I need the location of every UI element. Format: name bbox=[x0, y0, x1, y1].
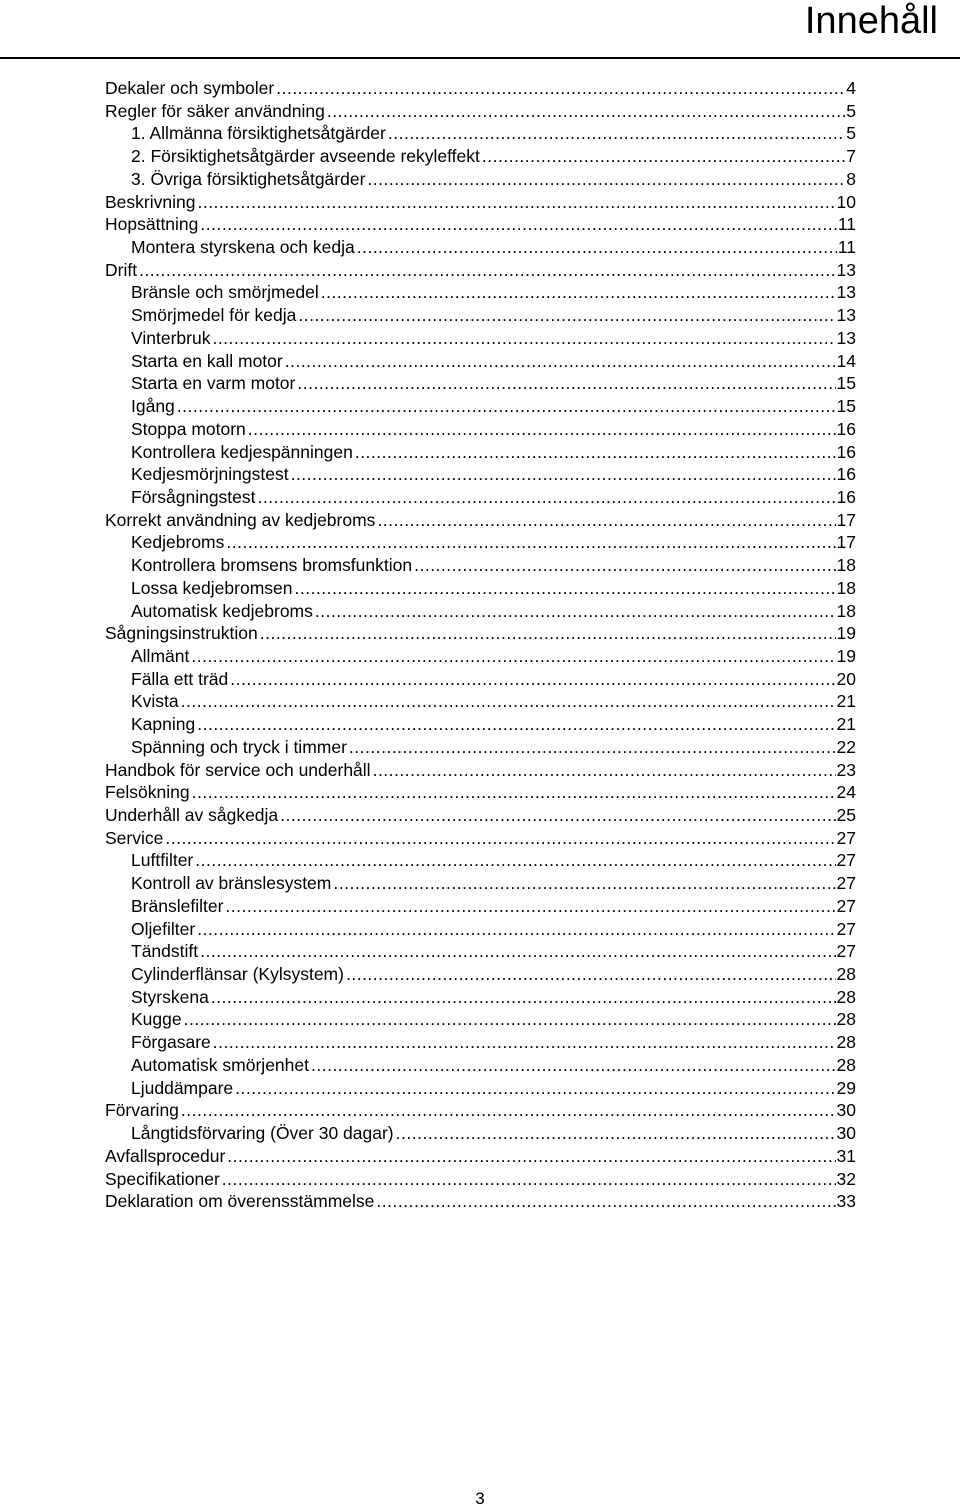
toc-entry-label: Stoppa motorn bbox=[131, 418, 246, 439]
toc-entry-page: 27 bbox=[836, 873, 856, 894]
toc-dot-leader bbox=[222, 1168, 836, 1191]
toc-entry-label: Förvaring bbox=[105, 1100, 179, 1121]
toc-entry[interactable] bbox=[105, 236, 856, 259]
toc-dot-leader bbox=[213, 1031, 836, 1054]
toc-entry[interactable] bbox=[105, 213, 856, 236]
toc-entry-label: Oljefilter bbox=[131, 918, 196, 939]
toc-dot-leader bbox=[192, 781, 836, 804]
toc-entry-label: Automatisk smörjenhet bbox=[131, 1054, 309, 1075]
toc-dot-leader bbox=[388, 122, 845, 145]
title-divider bbox=[0, 57, 960, 59]
toc-entry[interactable] bbox=[105, 441, 856, 464]
toc-entry[interactable] bbox=[105, 986, 856, 1009]
toc-entry-label: Deklaration om överensstämmelse bbox=[105, 1191, 375, 1212]
toc-entry-label: Smörjmedel för kedja bbox=[131, 305, 297, 326]
toc-entry-label: Lossa kedjebromsen bbox=[131, 577, 293, 598]
toc-entry-page: 20 bbox=[836, 668, 856, 689]
toc-entry-label: Specifikationer bbox=[105, 1168, 220, 1189]
toc-entry[interactable] bbox=[105, 191, 856, 214]
toc-entry[interactable] bbox=[105, 645, 856, 668]
toc-dot-leader bbox=[285, 350, 836, 373]
toc-entry-label: Bränsle och smörjmedel bbox=[131, 282, 319, 303]
toc-entry[interactable] bbox=[105, 600, 856, 623]
toc-dot-leader bbox=[367, 168, 845, 191]
toc-entry[interactable] bbox=[105, 918, 856, 941]
toc-entry-page: 23 bbox=[836, 759, 856, 780]
toc-entry-page: 21 bbox=[836, 691, 856, 712]
toc-entry[interactable] bbox=[105, 827, 856, 850]
toc-entry-label: Regler för säker användning bbox=[105, 100, 325, 121]
toc-entry[interactable] bbox=[105, 1077, 856, 1100]
toc-dot-leader bbox=[139, 259, 835, 282]
toc-dot-leader bbox=[355, 441, 836, 464]
toc-dot-leader bbox=[248, 418, 836, 441]
toc-entry-label: Drift bbox=[105, 259, 138, 280]
toc-entry-page: 16 bbox=[836, 441, 856, 462]
toc-entry-page: 27 bbox=[836, 827, 856, 848]
toc-entry-label: Handbok för service och underhåll bbox=[105, 759, 371, 780]
toc-entry[interactable] bbox=[105, 509, 856, 532]
toc-entry[interactable] bbox=[105, 963, 856, 986]
toc-entry[interactable] bbox=[105, 940, 856, 963]
toc-entry-page: 16 bbox=[836, 486, 856, 507]
toc-entry-page: 11 bbox=[837, 237, 856, 258]
toc-entry-page: 19 bbox=[836, 645, 856, 666]
toc-entry[interactable] bbox=[105, 122, 856, 145]
toc-dot-leader bbox=[373, 759, 836, 782]
toc-dot-leader bbox=[349, 736, 836, 759]
toc-entry-label: Vinterbruk bbox=[131, 327, 211, 348]
toc-entry[interactable] bbox=[105, 372, 856, 395]
toc-dot-leader bbox=[377, 509, 835, 532]
toc-entry-page: 32 bbox=[836, 1168, 856, 1189]
toc-entry-page: 21 bbox=[836, 714, 856, 735]
toc-entry-page: 13 bbox=[836, 259, 856, 280]
toc-entry-page: 25 bbox=[836, 805, 856, 825]
toc-dot-leader bbox=[200, 213, 836, 236]
toc-entry[interactable] bbox=[105, 1145, 856, 1168]
toc-entry[interactable] bbox=[105, 304, 856, 327]
toc-dot-leader bbox=[294, 577, 835, 600]
toc-entry-label: Kedjebroms bbox=[131, 532, 225, 553]
toc-entry[interactable] bbox=[105, 1008, 856, 1031]
toc-entry-page: 30 bbox=[836, 1100, 856, 1121]
toc-entry-label: Underhåll av sågkedja bbox=[105, 805, 279, 825]
toc-dot-leader bbox=[226, 531, 835, 554]
toc-dot-leader bbox=[346, 963, 836, 986]
toc-entry-page: 8 bbox=[846, 168, 856, 189]
toc-entry-page: 28 bbox=[836, 1009, 856, 1030]
toc-entry-page: 15 bbox=[836, 373, 856, 394]
toc-entry-page: 5 bbox=[846, 123, 856, 144]
toc-entry-label: 3. Övriga försiktighetsåtgärder bbox=[131, 168, 366, 189]
toc-entry-label: Starta en varm motor bbox=[131, 373, 296, 394]
toc-entry-label: Dekaler och symboler bbox=[105, 78, 275, 98]
toc-dot-leader bbox=[230, 668, 835, 691]
toc-dot-leader bbox=[197, 713, 835, 736]
toc-entry[interactable] bbox=[105, 531, 856, 554]
toc-entry-page: 19 bbox=[836, 623, 856, 644]
toc-entry[interactable] bbox=[105, 100, 856, 123]
toc-dot-leader bbox=[227, 1145, 835, 1168]
toc-entry-page: 33 bbox=[836, 1191, 856, 1212]
toc-entry-page: 27 bbox=[836, 941, 856, 962]
toc-entry[interactable] bbox=[105, 418, 856, 441]
toc-dot-leader bbox=[177, 395, 836, 418]
toc-dot-leader bbox=[482, 145, 845, 168]
toc-entry-label: 1. Allmänna försiktighetsåtgärder bbox=[131, 123, 386, 144]
toc-dot-leader bbox=[327, 100, 845, 123]
toc-entry-label: Service bbox=[105, 827, 164, 848]
toc-dot-leader bbox=[197, 191, 835, 214]
toc-entry-label: Långtidsförvaring (Över 30 dagar) bbox=[131, 1123, 394, 1144]
toc-entry-page: 27 bbox=[836, 850, 856, 871]
toc-entry[interactable] bbox=[105, 486, 856, 509]
toc-entry-label: Korrekt användning av kedjebroms bbox=[105, 509, 376, 530]
toc-entry-label: Felsökning bbox=[105, 782, 190, 803]
toc-dot-leader bbox=[165, 827, 835, 850]
toc-entry-page: 17 bbox=[836, 532, 856, 553]
toc-entry-label: Spänning och tryck i timmer bbox=[131, 736, 347, 757]
toc-dot-leader bbox=[396, 1122, 836, 1145]
toc-entry[interactable] bbox=[105, 622, 856, 645]
toc-entry-page: 30 bbox=[836, 1123, 856, 1144]
toc-entry-label: Bränslefilter bbox=[131, 895, 224, 916]
toc-dot-leader bbox=[200, 940, 835, 963]
toc-entry[interactable] bbox=[105, 327, 856, 350]
toc-entry-page: 16 bbox=[836, 464, 856, 485]
toc-dot-leader bbox=[315, 600, 836, 623]
toc-entry[interactable] bbox=[105, 554, 856, 577]
toc-dot-leader bbox=[211, 986, 836, 1009]
toc-dot-leader bbox=[258, 486, 836, 509]
toc-entry-label: Automatisk kedjebroms bbox=[131, 600, 313, 621]
toc-entry-page: 16 bbox=[836, 418, 856, 439]
toc-entry-page: 18 bbox=[836, 555, 856, 576]
toc-entry[interactable] bbox=[105, 895, 856, 918]
toc-entry[interactable] bbox=[105, 577, 856, 600]
toc-dot-leader bbox=[276, 77, 845, 100]
toc-entry[interactable] bbox=[105, 1122, 856, 1145]
toc-dot-leader bbox=[195, 849, 835, 872]
toc-dot-leader bbox=[333, 872, 835, 895]
page-number: 3 bbox=[475, 1489, 485, 1508]
toc-dot-leader bbox=[184, 1008, 836, 1031]
toc-entry-label: Kontroll av bränslesystem bbox=[131, 873, 332, 894]
toc-entry-label: Sågningsinstruktion bbox=[105, 623, 258, 644]
toc-entry-label: Cylinderflänsar (Kylsystem) bbox=[131, 964, 344, 985]
toc-entry[interactable] bbox=[105, 668, 856, 691]
toc-entry-label: Ljuddämpare bbox=[131, 1077, 234, 1098]
toc-entry-page: 7 bbox=[846, 146, 856, 167]
toc-entry-page: 13 bbox=[836, 305, 856, 326]
toc-entry-label: Kedjesmörjningstest bbox=[131, 464, 289, 485]
toc-entry[interactable] bbox=[105, 872, 856, 895]
toc-entry-page: 29 bbox=[836, 1077, 856, 1098]
toc-entry-page: 28 bbox=[836, 1054, 856, 1075]
page-title: Innehåll bbox=[804, 0, 938, 42]
toc-dot-leader bbox=[191, 645, 835, 668]
toc-dot-leader bbox=[235, 1077, 835, 1100]
toc-entry-label: Luftfilter bbox=[131, 850, 194, 871]
toc-entry[interactable] bbox=[105, 350, 856, 373]
toc-entry-page: 13 bbox=[836, 282, 856, 303]
toc-dot-leader bbox=[376, 1190, 835, 1213]
toc-dot-leader bbox=[212, 327, 835, 350]
toc-entry-label: Avfallsprocedur bbox=[105, 1145, 226, 1166]
toc-entry[interactable] bbox=[105, 281, 856, 304]
toc-entry-label: 2. Försiktighetsåtgärder avseende rekyleffekt bbox=[131, 146, 480, 167]
toc-entry[interactable] bbox=[105, 168, 856, 191]
toc-dot-leader bbox=[181, 1099, 836, 1122]
toc-entry-page: 10 bbox=[836, 191, 856, 212]
toc-entry-page: 13 bbox=[836, 327, 856, 348]
toc-dot-leader bbox=[225, 895, 835, 918]
toc-entry-page: 5 bbox=[846, 100, 856, 121]
toc-entry[interactable] bbox=[105, 145, 856, 168]
toc-entry-page: 28 bbox=[836, 986, 856, 1007]
toc-dot-leader bbox=[197, 918, 835, 941]
toc-entry[interactable] bbox=[105, 713, 856, 736]
toc-dot-leader bbox=[311, 1054, 836, 1077]
toc-entry[interactable] bbox=[105, 463, 856, 486]
toc-entry[interactable] bbox=[105, 77, 856, 100]
toc-entry-label: Igång bbox=[131, 396, 175, 417]
toc-entry-label: Förgasare bbox=[131, 1032, 211, 1053]
toc-entry[interactable] bbox=[105, 1168, 856, 1191]
toc-dot-leader bbox=[291, 463, 836, 486]
toc-entry-page: 17 bbox=[836, 509, 856, 530]
toc-entry-label: Tändstift bbox=[131, 941, 199, 962]
toc-entry-label: Försågningstest bbox=[131, 486, 256, 507]
toc-dot-leader bbox=[181, 690, 836, 713]
toc-entry-page: 28 bbox=[836, 1032, 856, 1053]
toc-entry[interactable] bbox=[105, 736, 856, 759]
toc-entry-page: 31 bbox=[836, 1145, 856, 1166]
toc-entry-page: 4 bbox=[846, 78, 856, 98]
table-of-contents bbox=[105, 77, 856, 1213]
toc-entry-label: Fälla ett träd bbox=[131, 668, 229, 689]
toc-entry[interactable] bbox=[105, 690, 856, 713]
toc-entry-label: Kontrollera bromsens bromsfunktion bbox=[131, 555, 413, 576]
toc-entry-page: 28 bbox=[836, 964, 856, 985]
toc-entry-page: 15 bbox=[836, 396, 856, 417]
toc-entry[interactable] bbox=[105, 804, 856, 827]
toc-entry[interactable] bbox=[105, 781, 856, 804]
toc-dot-leader bbox=[280, 804, 835, 827]
toc-entry-page: 22 bbox=[836, 736, 856, 757]
toc-entry-label: Beskrivning bbox=[105, 191, 196, 212]
toc-entry[interactable] bbox=[105, 395, 856, 418]
toc-entry-label: Kugge bbox=[131, 1009, 182, 1030]
toc-dot-leader bbox=[260, 622, 836, 645]
toc-dot-leader bbox=[321, 281, 836, 304]
toc-entry[interactable] bbox=[105, 1190, 856, 1213]
toc-entry-page: 27 bbox=[836, 895, 856, 916]
toc-entry-page: 18 bbox=[836, 577, 856, 598]
toc-entry[interactable] bbox=[105, 1099, 856, 1122]
toc-entry-label: Montera styrskena och kedja bbox=[131, 237, 355, 258]
toc-entry-page: 14 bbox=[836, 350, 856, 371]
toc-entry-label: Kontrollera kedjespänningen bbox=[131, 441, 353, 462]
toc-dot-leader bbox=[297, 372, 835, 395]
toc-entry[interactable] bbox=[105, 759, 856, 782]
toc-dot-leader bbox=[298, 304, 835, 327]
toc-entry-label: Kvista bbox=[131, 691, 179, 712]
toc-dot-leader bbox=[414, 554, 835, 577]
toc-entry-label: Kapning bbox=[131, 714, 196, 735]
toc-entry-page: 18 bbox=[836, 600, 856, 621]
toc-entry-page: 27 bbox=[836, 918, 856, 939]
toc-entry-label: Hopsättning bbox=[105, 214, 199, 235]
toc-entry-label: Allmänt bbox=[131, 645, 190, 666]
toc-entry[interactable] bbox=[105, 1031, 856, 1054]
toc-entry-label: Styrskena bbox=[131, 986, 209, 1007]
toc-entry[interactable] bbox=[105, 849, 856, 872]
toc-dot-leader bbox=[357, 236, 837, 259]
toc-entry-label: Starta en kall motor bbox=[131, 350, 283, 371]
toc-entry-page: 11 bbox=[837, 214, 856, 235]
toc-entry[interactable] bbox=[105, 1054, 856, 1077]
toc-entry-page: 24 bbox=[836, 782, 856, 803]
toc-entry[interactable] bbox=[105, 259, 856, 282]
